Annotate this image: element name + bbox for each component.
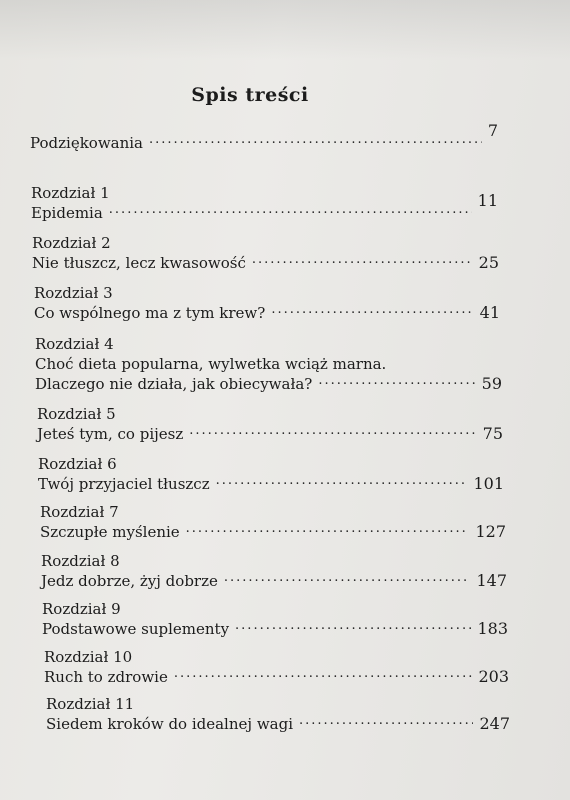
toc-entry-chapter-8 (41, 551, 507, 591)
toc-line (38, 474, 504, 494)
toc-entry-chapter-3 (34, 283, 500, 323)
toc-entry-title: Podziękowania (30, 134, 143, 152)
leader-dots (149, 134, 482, 148)
toc-entry-title: Dlaczego nie działa, jak obiecywała? (35, 375, 313, 393)
leader-dots (109, 204, 472, 218)
toc-line (35, 374, 502, 394)
chapter-number: Rozdział 1 (31, 184, 110, 202)
toc-entry-title: Nie tłuszcz, lecz kwasowość (32, 254, 246, 272)
toc-page-number: 59 (481, 374, 502, 393)
chapter-number: Rozdział 8 (41, 552, 120, 570)
toc-entry-title-line: Choć dieta popularna, wylwetka wciąż marna. (35, 355, 387, 373)
chapter-number: Rozdział 11 (46, 695, 135, 713)
toc-entry-chapter-6 (38, 454, 504, 494)
toc-page-number: 25 (478, 253, 499, 272)
toc-entry-chapter-1 (31, 183, 498, 223)
toc-entry-chapter-5 (37, 404, 503, 444)
toc-entry-title: Jedz dobrze, żyj dobrze (41, 572, 218, 590)
leader-dots (224, 572, 471, 586)
toc-entry-title: Co wspólnego ma z tym krew? (34, 304, 266, 322)
chapter-number: Rozdział 5 (37, 405, 116, 423)
toc-page-number: 7 (487, 121, 498, 140)
leader-dots (299, 715, 473, 729)
toc-entry-title: Jeteś tym, co pijesz (37, 425, 184, 443)
toc-line (32, 253, 499, 273)
chapter-number: Rozdział 9 (42, 600, 121, 618)
toc-entry-title: Epidemia (31, 204, 103, 222)
toc-line (42, 619, 508, 639)
toc-entry-chapter-9 (42, 599, 508, 639)
toc-line (37, 424, 503, 444)
leader-dots (271, 304, 473, 318)
toc-entry-title: Podstawowe suplementy (42, 620, 230, 638)
toc-line (46, 714, 510, 734)
toc-entry-title: Siedem kroków do idealnej wagi (46, 715, 293, 733)
leader-dots (235, 620, 471, 634)
leader-dots (189, 425, 476, 439)
leader-dots (318, 375, 475, 389)
toc-line (40, 522, 506, 542)
toc-line (34, 303, 500, 323)
toc-page-number: 127 (475, 522, 506, 541)
toc-entry-title: Szczupłe myślenie (40, 523, 180, 541)
toc-entry-chapter-2 (32, 233, 499, 273)
chapter-number: Rozdział 4 (35, 335, 114, 353)
toc-line (41, 571, 507, 591)
leader-dots (216, 475, 468, 489)
toc-line (30, 121, 498, 153)
toc-entry-title: Ruch to zdrowie (44, 668, 168, 686)
chapter-number: Rozdział 6 (38, 455, 117, 473)
toc-page-number: 75 (482, 424, 503, 443)
toc-page-number: 147 (476, 571, 507, 590)
toc-page-number: 203 (478, 667, 509, 686)
toc-page-number: 247 (479, 714, 510, 733)
leader-dots (252, 254, 473, 268)
toc-entry-chapter-10 (44, 647, 509, 687)
leader-dots (174, 668, 473, 682)
chapter-number: Rozdział 3 (34, 284, 113, 302)
chapter-number: Rozdział 10 (44, 648, 133, 666)
leader-dots (186, 523, 470, 537)
toc-entry-acknowledgements (30, 121, 498, 153)
chapter-number: Rozdział 7 (40, 503, 119, 521)
chapter-number: Rozdział 2 (32, 234, 111, 252)
toc-page-number: 41 (479, 303, 500, 322)
toc-entry-title: Twój przyjaciel tłuszcz (38, 475, 210, 493)
toc-line (44, 667, 509, 687)
toc-entry-chapter-4 (35, 334, 502, 394)
toc-entry-chapter-11 (46, 694, 510, 734)
toc-page-number: 183 (477, 619, 508, 638)
toc-page-number: 101 (473, 474, 504, 493)
page-title: Spis treści (191, 84, 309, 106)
toc-entry-chapter-7 (40, 502, 506, 542)
toc-page-number: 11 (477, 191, 498, 210)
